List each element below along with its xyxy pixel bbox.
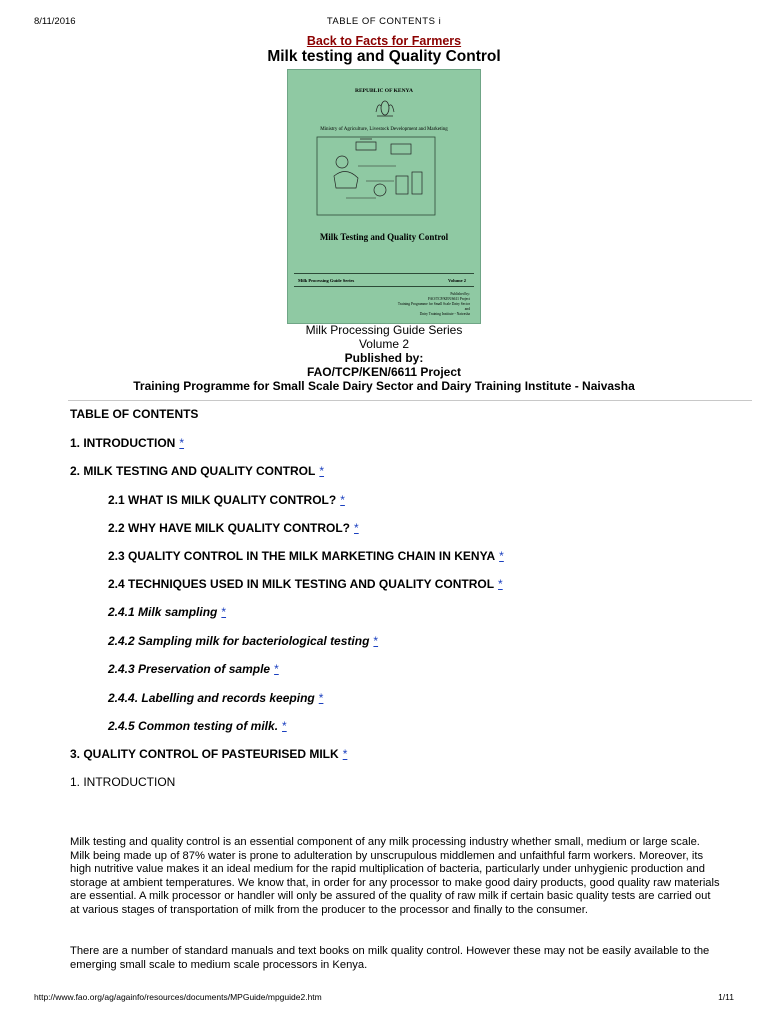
cover-divider [294,286,474,287]
cover-divider [294,273,474,274]
toc-item [108,691,323,705]
body-paragraph: Milk testing and quality control is an essential component of any milk processing industry whether small, medium or large scale. Milk being made up of 87% water is prone to adulteration by unscrupulous middlemen and unfaithful farm workers. Moreover, its high nutritive value makes it an ideal medium for the rapid multiplication of bacteria, particularly under unhygienic production and storage at ambient temperatures. We know that, in order for any processor to make good dairy products, good quality raw materials are essential. A milk processor or handler will only be assured of the quality of raw milk if certain basic quality tests are carried out at various stages of transportation of milk from the producer to the processor and finally to the consumer. [70,836,720,916]
toc-item-label: 2.4.5 Common testing of milk. [108,719,279,733]
cover-ministry-text: Ministry of Agriculture, Livestock Development and Marketing [320,127,448,132]
toc-item [108,662,279,676]
toc-item [70,464,324,478]
toc-item [70,747,347,761]
project-text: FAO/TCP/KEN/6611 Project [306,365,462,379]
toc-item-link[interactable]: * [342,747,348,761]
print-header [34,16,734,28]
toc-item-link[interactable]: * [282,719,287,733]
toc-item-link[interactable]: * [319,464,325,478]
toc-item [108,549,504,563]
page-title: Milk testing and Quality Control [267,48,501,65]
toc-item-label: 1. INTRODUCTION [70,436,176,450]
toc-item-label: 2.2 WHY HAVE MILK QUALITY CONTROL? [108,521,351,535]
print-footer [34,992,734,1004]
section-heading: 1. INTRODUCTION [70,775,176,789]
programme-text: Training Programme for Small Scale Dairy Sector and Dairy Training Institute - Naivasha [133,379,635,393]
toc-item-link[interactable]: * [499,549,504,563]
cover-published-line: FAO/TCP/KEN/6611 Project [427,297,470,301]
toc-item [108,577,503,591]
page-number: 1/11 [718,992,734,1002]
back-link-container [0,34,768,48]
cover-volume-text: Volume 2 [448,278,466,283]
toc-item-label: 2.4.2 Sampling milk for bacteriological testing [108,634,370,648]
toc-item-label: 2.4 TECHNIQUES USED IN MILK TESTING AND QUALITY CONTROL [108,577,495,591]
toc-item [108,493,345,507]
toc-item-label: 2.4.1 Milk sampling [108,605,218,619]
publication-info [0,323,768,393]
toc-item-label: 2.3 QUALITY CONTROL IN THE MILK MARKETING CHAIN IN KENYA [108,549,496,563]
toc-item-label: 2. MILK TESTING AND QUALITY CONTROL [70,464,316,478]
coat-of-arms-icon [374,98,396,118]
volume-text: Volume 2 [358,337,410,351]
body-paragraph: There are a number of standard manuals and text books on milk quality control. However these may not be easily available to the emerging small scale to medium scale processors in Kenya. [70,945,710,971]
toc-item-link[interactable]: * [318,691,324,705]
cover-published-block [370,292,470,317]
cover-published-line: and [464,307,470,311]
dairy-illustration-icon [316,136,436,216]
toc-item-label: 3. QUALITY CONTROL OF PASTEURISED MILK [70,747,339,761]
toc-item-label: 2.4.4. Labelling and records keeping [108,691,315,705]
cover-republic-text: REPUBLIC OF KENYA [355,88,413,94]
toc-item-label: 2.1 WHAT IS MILK QUALITY CONTROL? [108,493,337,507]
toc-item-link[interactable]: * [340,493,345,507]
cover-title-text: Milk Testing and Quality Control [319,232,449,242]
toc-item-link[interactable]: * [373,634,379,648]
toc-item-label: 2.4.3 Preservation of sample [108,662,271,676]
toc-item-link[interactable]: * [179,436,185,450]
toc-item [108,634,378,648]
toc-item-link[interactable]: * [498,577,503,591]
print-title: TABLE OF CONTENTS i [326,16,442,27]
toc-item-link[interactable]: * [221,605,227,619]
cover-image [287,69,481,324]
toc-item [108,521,359,535]
cover-published-line: Training Programme for Small Scale Dairy Sector [397,302,470,306]
back-to-facts-link[interactable]: Back to Facts for Farmers [306,34,462,48]
toc-item [70,436,184,450]
toc-item-link[interactable]: * [354,521,359,535]
print-date: 8/11/2016 [34,16,76,27]
toc-item [108,605,226,619]
horizontal-divider [68,400,752,401]
cover-series-text: Milk Processing Guide Series [298,278,355,283]
cover-published-line: Dairy Training Institute - Naivasha [419,312,470,316]
toc-item-link[interactable]: * [274,662,279,676]
print-url: http://www.fao.org/ag/againfo/resources/documents/MPGuide/mpguide2.htm [34,992,322,1002]
series-text: Milk Processing Guide Series [305,323,463,337]
toc-heading: TABLE OF CONTENTS [70,407,199,421]
cover-published-line: Published by: [450,292,470,296]
toc-item [108,719,287,733]
published-by-text: Published by: [344,351,424,365]
